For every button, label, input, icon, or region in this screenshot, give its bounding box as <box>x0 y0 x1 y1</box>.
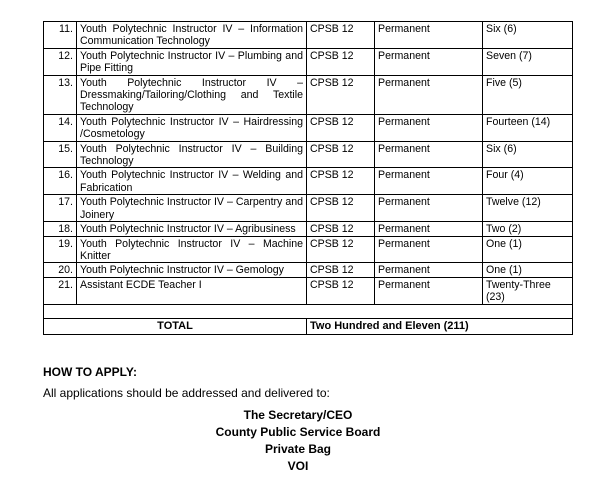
how-to-apply-heading: HOW TO APPLY: <box>43 365 138 379</box>
job-grade: CPSB 12 <box>307 236 375 263</box>
application-instruction: All applications should be addressed and delivered to: <box>43 386 330 400</box>
vacancies-table <box>43 21 573 335</box>
position-title: Youth Polytechnic Instructor IV – Dressmaking/Tailoring/Clothing and Textile Technology <box>77 75 307 114</box>
address-line: The Secretary/CEO <box>243 408 353 422</box>
terms-of-service: Permanent <box>375 75 483 114</box>
job-grade: CPSB 12 <box>307 263 375 277</box>
position-title: Youth Polytechnic Instructor IV – Agribusiness <box>77 222 307 236</box>
row-number: 11. <box>44 22 77 49</box>
table-row <box>44 263 573 277</box>
position-title: Youth Polytechnic Instructor IV – Building Technology <box>77 141 307 168</box>
table-row <box>44 48 573 75</box>
row-number: 12. <box>44 48 77 75</box>
row-number: 17. <box>44 195 77 222</box>
row-number: 21. <box>44 277 77 304</box>
position-title: Youth Polytechnic Instructor IV – Hairdressing /Cosmetology <box>77 114 307 141</box>
number-of-posts: Five (5) <box>483 75 573 114</box>
job-grade: CPSB 12 <box>307 22 375 49</box>
position-title: Youth Polytechnic Instructor IV – Gemology <box>77 263 307 277</box>
job-grade: CPSB 12 <box>307 168 375 195</box>
number-of-posts: One (1) <box>483 263 573 277</box>
table-row <box>44 114 573 141</box>
number-of-posts: Six (6) <box>483 141 573 168</box>
job-grade: CPSB 12 <box>307 195 375 222</box>
position-title: Youth Polytechnic Instructor IV – Machine Knitter <box>77 236 307 263</box>
address-line: Private Bag <box>264 442 332 456</box>
number-of-posts: Four (4) <box>483 168 573 195</box>
terms-of-service: Permanent <box>375 114 483 141</box>
row-number: 20. <box>44 263 77 277</box>
number-of-posts: Fourteen (14) <box>483 114 573 141</box>
terms-of-service: Permanent <box>375 263 483 277</box>
total-value: Two Hundred and Eleven (211) <box>307 318 573 334</box>
number-of-posts: Six (6) <box>483 22 573 49</box>
row-number: 15. <box>44 141 77 168</box>
position-title: Youth Polytechnic Instructor IV – Information Communication Technology <box>77 22 307 49</box>
row-number: 19. <box>44 236 77 263</box>
terms-of-service: Permanent <box>375 277 483 304</box>
address-line: VOI <box>287 459 309 473</box>
number-of-posts: Two (2) <box>483 222 573 236</box>
row-number: 13. <box>44 75 77 114</box>
table-row <box>44 141 573 168</box>
job-grade: CPSB 12 <box>307 277 375 304</box>
table-row <box>44 222 573 236</box>
table-row <box>44 22 573 49</box>
table-row <box>44 195 573 222</box>
address-block <box>0 407 596 475</box>
vacancies-table-body <box>44 22 573 305</box>
table-row <box>44 236 573 263</box>
job-grade: CPSB 12 <box>307 48 375 75</box>
address-line: County Public Service Board <box>215 425 381 439</box>
position-title: Assistant ECDE Teacher I <box>77 277 307 304</box>
terms-of-service: Permanent <box>375 22 483 49</box>
total-label: TOTAL <box>44 318 307 334</box>
job-grade: CPSB 12 <box>307 75 375 114</box>
terms-of-service: Permanent <box>375 222 483 236</box>
position-title: Youth Polytechnic Instructor IV – Carpentry and Joinery <box>77 195 307 222</box>
terms-of-service: Permanent <box>375 236 483 263</box>
table-row <box>44 168 573 195</box>
row-number: 16. <box>44 168 77 195</box>
number-of-posts: Twenty-Three (23) <box>483 277 573 304</box>
table-row <box>44 75 573 114</box>
position-title: Youth Polytechnic Instructor IV – Plumbing and Pipe Fitting <box>77 48 307 75</box>
blank-row <box>44 304 573 318</box>
job-grade: CPSB 12 <box>307 114 375 141</box>
position-title: Youth Polytechnic Instructor IV – Welding and Fabrication <box>77 168 307 195</box>
terms-of-service: Permanent <box>375 195 483 222</box>
job-grade: CPSB 12 <box>307 222 375 236</box>
terms-of-service: Permanent <box>375 48 483 75</box>
number-of-posts: Seven (7) <box>483 48 573 75</box>
total-row <box>44 318 573 334</box>
table-row <box>44 277 573 304</box>
number-of-posts: One (1) <box>483 236 573 263</box>
row-number: 14. <box>44 114 77 141</box>
terms-of-service: Permanent <box>375 168 483 195</box>
job-grade: CPSB 12 <box>307 141 375 168</box>
blank-cell <box>44 304 573 318</box>
row-number: 18. <box>44 222 77 236</box>
number-of-posts: Twelve (12) <box>483 195 573 222</box>
terms-of-service: Permanent <box>375 141 483 168</box>
